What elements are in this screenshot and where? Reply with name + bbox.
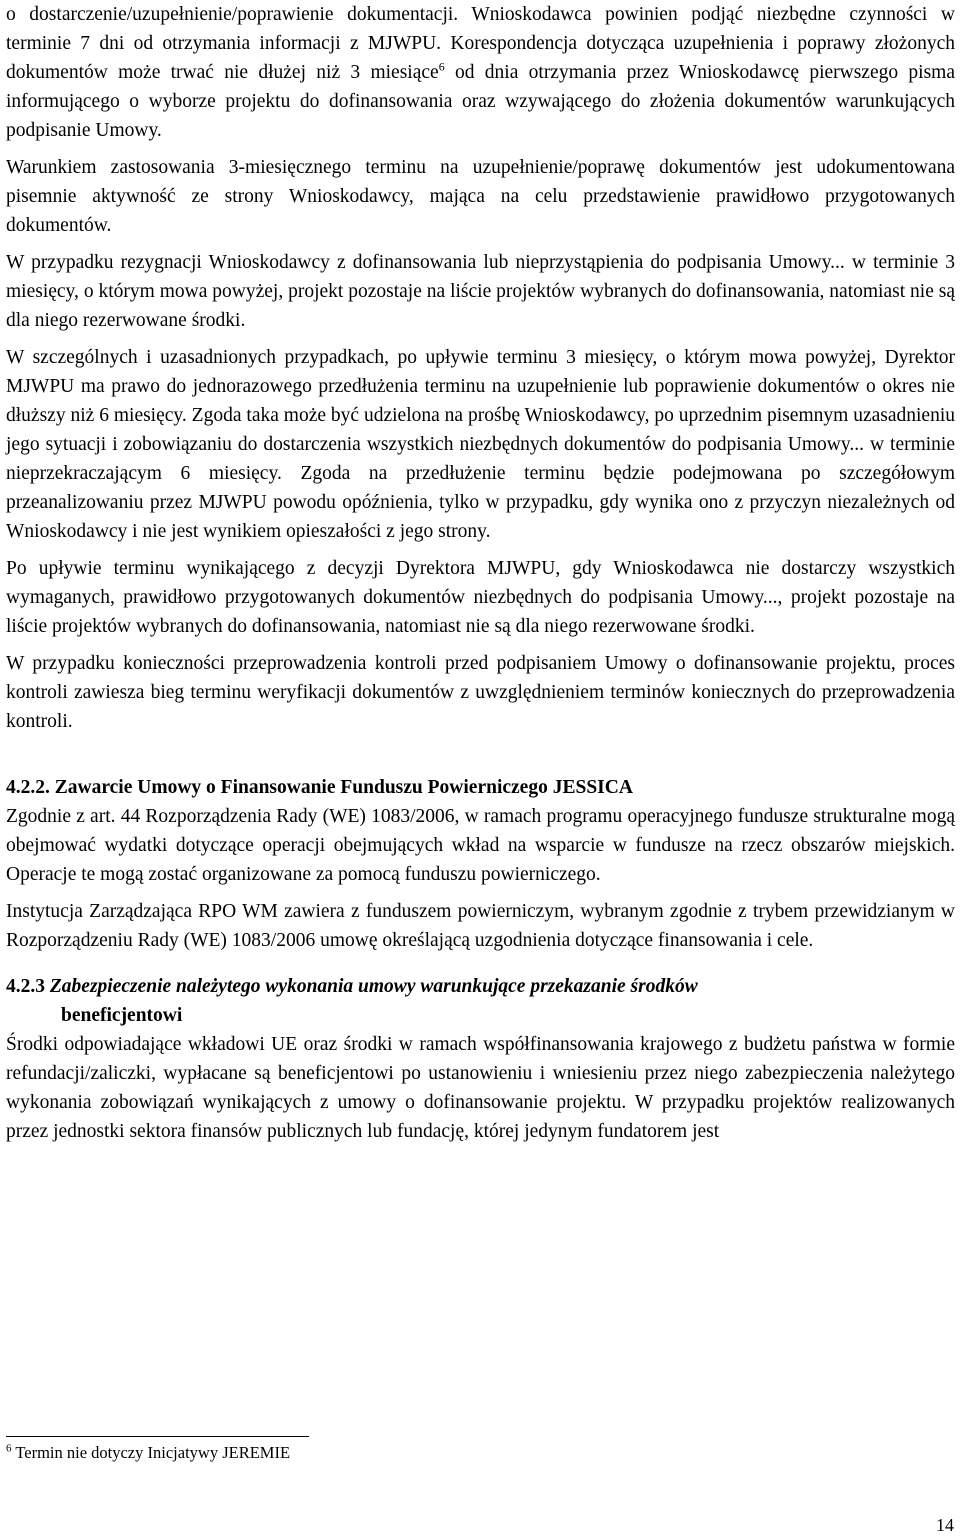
paragraph-1-text-a: o dostarczenie/uzupełnienie/poprawienie dokumentacji. Wnioskodawca powinien podjąć niezbędne czynności w terminie 7 dni od otrzymania informacji z MJWPU. Korespondencja dotycząca uzupełnienia i poprawy złożonych dokumentów może trwać nie dłużej niż 3 miesiące xyxy=(6,4,955,83)
footnote-marker: 6 xyxy=(6,1442,12,1455)
footnote-separator xyxy=(6,1436,309,1437)
document-body xyxy=(6,0,955,1146)
section-4-2-2-paragraph-1: Zgodnie z art. 44 Rozporządzenia Rady (WE) 1083/2006, w ramach programu operacyjnego fundusze strukturalne mogą obejmować wydatki dotyczące operacji obejmujących wkład na wsparcie w fundusze na rzecz obszarów miejskich. Operacje te mogą zostać organizowane za pomocą funduszu powierniczego. xyxy=(6,806,955,885)
paragraph-4: W szczególnych i uzasadnionych przypadkach, po upływie terminu 3 miesięcy, o którym mowa powyżej, Dyrektor MJWPU ma prawo do jednorazowego przedłużenia terminu na uzupełnienie lub poprawienie dokumentów o okres nie dłuższy niż 6 miesięcy. Zgoda taka może być udzielona na prośbę Wnioskodawcy, po uprzednim pisemnym uzasadnieniu jego sytuacji i zobowiązaniu do dostarczenia wszystkich niezbędnych dokumentów do podpisania Umowy... w terminie nieprzekraczającym 6 miesięcy. Zgoda na przedłużenie terminu będzie podejmowana po szczegółowym przeanalizowaniu przez MJWPU powodu opóźnienia, tylko w przypadku, gdy wynika ono z przyczyn niezależnych od Wnioskodawcy i nie jest wynikiem opieszałości z jego strony. xyxy=(6,347,955,542)
section-4-2-2-heading xyxy=(6,773,955,802)
section-4-2-2-number: 4.2.2. xyxy=(6,777,50,798)
paragraph-2: Warunkiem zastosowania 3-miesięcznego terminu na uzupełnienie/poprawę dokumentów jest udokumentowana pisemnie aktywność ze strony Wnioskodawcy, mająca na celu przedstawienie prawidłowo przygotowanych dokumentów. xyxy=(6,157,955,236)
paragraph-5: Po upływie terminu wynikającego z decyzji Dyrektora MJWPU, gdy Wnioskodawca nie dostarczy wszystkich wymaganych, prawidłowo przygotowanych dokumentów niezbędnych do podpisania Umowy..., projekt pozostaje na liście projektów wybranych do dofinansowania, natomiast nie są dla niego rezerwowane środki. xyxy=(6,558,955,637)
section-4-2-3-number: 4.2.3 xyxy=(6,976,45,997)
paragraph-6: W przypadku konieczności przeprowadzenia kontroli przed podpisaniem Umowy o dofinansowanie projektu, proces kontroli zawiesza bieg terminu weryfikacji dokumentów z uwzględnieniem terminów koniecznych do przeprowadzenia kontroli. xyxy=(6,653,955,732)
section-4-2-2-title: Zawarcie Umowy o Finansowanie Funduszu Powierniczego JESSICA xyxy=(54,777,633,798)
paragraph-3: W przypadku rezygnacji Wnioskodawcy z dofinansowania lub nieprzystąpienia do podpisania Umowy... w terminie 3 miesięcy, o którym mowa powyżej, projekt pozostaje na liście projektów wybranych do dofinansowania, natomiast nie są dla niego rezerwowane środki. xyxy=(6,252,955,331)
paragraph-1 xyxy=(6,0,955,145)
footnote-text: Termin nie dotyczy Inicjatywy JEREMIE xyxy=(11,1443,291,1462)
paragraph-1-text-b: od dnia otrzymania przez Wnioskodawcę pierwszego pisma informującego o wyborze projektu do dofinansowania oraz wzywającego do złożenia dokumentów warunkujących podpisanie Umowy. xyxy=(6,62,955,141)
section-4-2-3-title-continuation: beneficjentowi xyxy=(61,1005,183,1026)
footnote-reference-6[interactable]: 6 xyxy=(438,59,445,74)
section-4-2-3-title: Zabezpieczenie należytego wykonania umowy warunkujące przekazanie środków xyxy=(49,976,698,997)
section-4-2-3-paragraph-1: Środki odpowiadające wkładowi UE oraz środki w ramach współfinansowania krajowego z budżetu państwa w formie refundacji/zaliczki, wypłacane są beneficjentowi po ustanowieniu i wniesieniu przez niego zabezpieczenia należytego wykonania zobowiązań wynikających z umowy o dofinansowanie projektu. W przypadku projektów realizowanych przez jednostki sektora finansów publicznych lub fundację, której jedynym fundatorem jest xyxy=(6,1034,955,1142)
section-4-2-2-paragraph-2: Instytucja Zarządzająca RPO WM zawiera z funduszem powierniczym, wybranym zgodnie z trybem przewidzianym w Rozporządzeniu Rady (WE) 1083/2006 umowę określającą uzgodnienia dotyczące finansowania i cele. xyxy=(6,901,955,951)
page-number: 14 xyxy=(936,1515,954,1535)
section-4-2-3-heading xyxy=(6,972,955,1030)
footnote-6 xyxy=(6,1441,290,1465)
